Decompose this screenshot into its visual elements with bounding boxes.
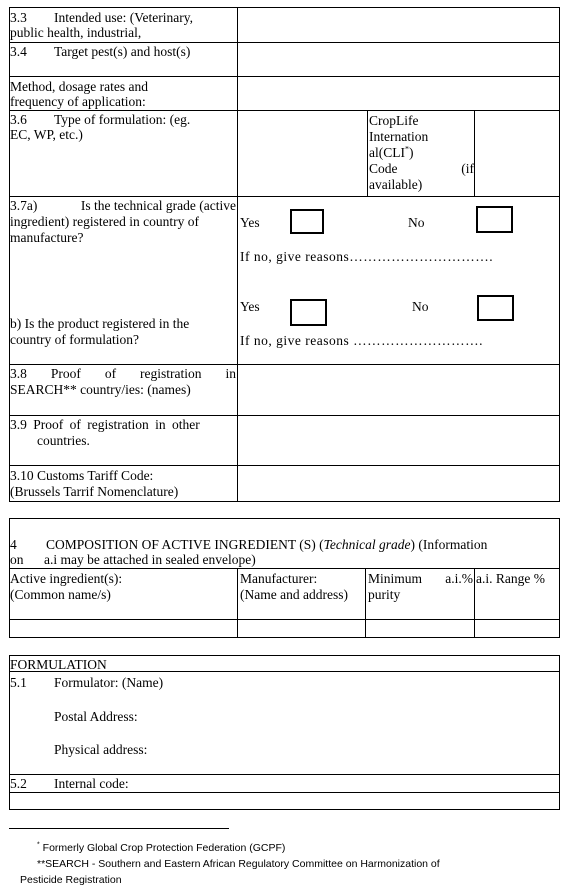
row-separator — [9, 110, 560, 111]
footnote-search-line1: **SEARCH - Southern and Eastern African Regulatory Committee on Harmonization of — [37, 858, 440, 870]
row-separator — [9, 42, 560, 43]
row-3-6-label: 3.6 Type of formulation: (eg. — [10, 112, 191, 127]
method-label-line1: Method, dosage rates and — [10, 79, 148, 94]
column-divider — [237, 568, 238, 638]
row-separator — [9, 774, 560, 775]
row-3-10-label-line2: (Brussels Tarrif Nomenclature) — [10, 484, 179, 499]
cli-footnote-mark: * — [405, 144, 409, 154]
reasons-line-b: If no, give reasons ………………………. — [240, 333, 483, 348]
row-separator — [9, 364, 560, 365]
column-divider — [365, 568, 366, 638]
footnote-rule — [9, 828, 229, 829]
yes-label-a: Yes — [240, 215, 260, 230]
row-separator — [9, 465, 560, 466]
column-divider — [474, 568, 475, 638]
row-3-10-label-line1: 3.10 Customs Tariff Code: — [10, 468, 154, 483]
min-purity-header-line2: purity — [368, 587, 401, 602]
row-separator — [9, 619, 560, 620]
row-separator — [9, 568, 560, 569]
cli-column-right-border — [474, 110, 475, 196]
cli-label-line1: CropLife — [369, 113, 419, 128]
row-separator — [9, 415, 560, 416]
cli-label-line4: Code (if — [369, 161, 474, 176]
no-label-a: No — [408, 215, 425, 230]
row-3-9-label-line1: 3.9 Proof of registration in other — [10, 417, 200, 432]
row-3-9-label-line2: countries. — [37, 433, 90, 448]
row-3-7b-label-line1: b) Is the product registered in the — [10, 316, 190, 331]
no-checkbox-a[interactable] — [476, 206, 513, 233]
row-3-7a-label-line2: ingredient) registered in country of — [10, 214, 199, 229]
cli-label-line5: available) — [369, 177, 423, 192]
yes-checkbox-b[interactable] — [290, 299, 327, 326]
row-5-2-label: 5.2 Internal code: — [10, 776, 129, 791]
section4-title-line2: on a.i may be attached in sealed envelope) — [10, 552, 256, 567]
formulation-heading: FORMULATION — [10, 657, 107, 672]
no-checkbox-b[interactable] — [477, 295, 514, 321]
method-label-line2: frequency of application: — [10, 94, 146, 109]
row-3-8-label-line1: 3.8 Proof of registration in — [10, 366, 236, 381]
manufacturer-header-line1: Manufacturer: — [240, 571, 318, 586]
cli-label-line2: Internation — [369, 129, 429, 144]
row-3-8-label-line2: SEARCH** country/ies: (names) — [10, 382, 191, 397]
row-3-7b-label-line2: country of formulation? — [10, 332, 139, 347]
manufacturer-header-line2: (Name and address) — [240, 587, 348, 602]
row-3-3-label-line2: public health, industrial, — [10, 25, 142, 40]
active-ingredient-header-line2: (Common name/s) — [10, 587, 111, 602]
yes-label-b: Yes — [240, 299, 260, 314]
row-3-7a-label-line1: 3.7a) Is the technical grade (active — [10, 198, 236, 213]
row-3-7a-label-line3: manufacture? — [10, 230, 84, 245]
ai-range-header: a.i. Range % — [476, 571, 545, 586]
yes-checkbox-a[interactable] — [290, 209, 324, 234]
cli-label-line3: al(CLI*) — [369, 144, 414, 160]
no-label-b: No — [412, 299, 429, 314]
footnote-search-line2: Pesticide Registration — [20, 874, 122, 886]
physical-address-label: Physical address: — [54, 742, 148, 757]
row-3-6-label-line2: EC, WP, etc.) — [10, 127, 83, 142]
row-separator — [9, 76, 560, 77]
cli-column-left-border — [367, 110, 368, 196]
active-ingredient-header-line1: Active ingredient(s): — [10, 571, 123, 586]
section3-column-divider — [237, 7, 238, 502]
row-separator — [9, 196, 560, 197]
footnote-cli: * Formerly Global Crop Protection Federation (GCPF) — [37, 841, 286, 854]
section4-title: 4 COMPOSITION OF ACTIVE INGREDIENT (S) (Technical grade) (Information — [10, 537, 488, 552]
row-separator — [9, 792, 560, 793]
row-3-4-label: 3.4 Target pest(s) and host(s) — [10, 44, 191, 59]
reasons-line-a: If no, give reasons…………………………. — [240, 249, 494, 264]
min-purity-header-line1: Minimum a.i.% — [368, 571, 473, 586]
postal-address-label: Postal Address: — [54, 709, 138, 724]
row-3-3-label: 3.3 Intended use: (Veterinary, — [10, 10, 193, 25]
row-5-1-label: 5.1 Formulator: (Name) — [10, 675, 164, 690]
